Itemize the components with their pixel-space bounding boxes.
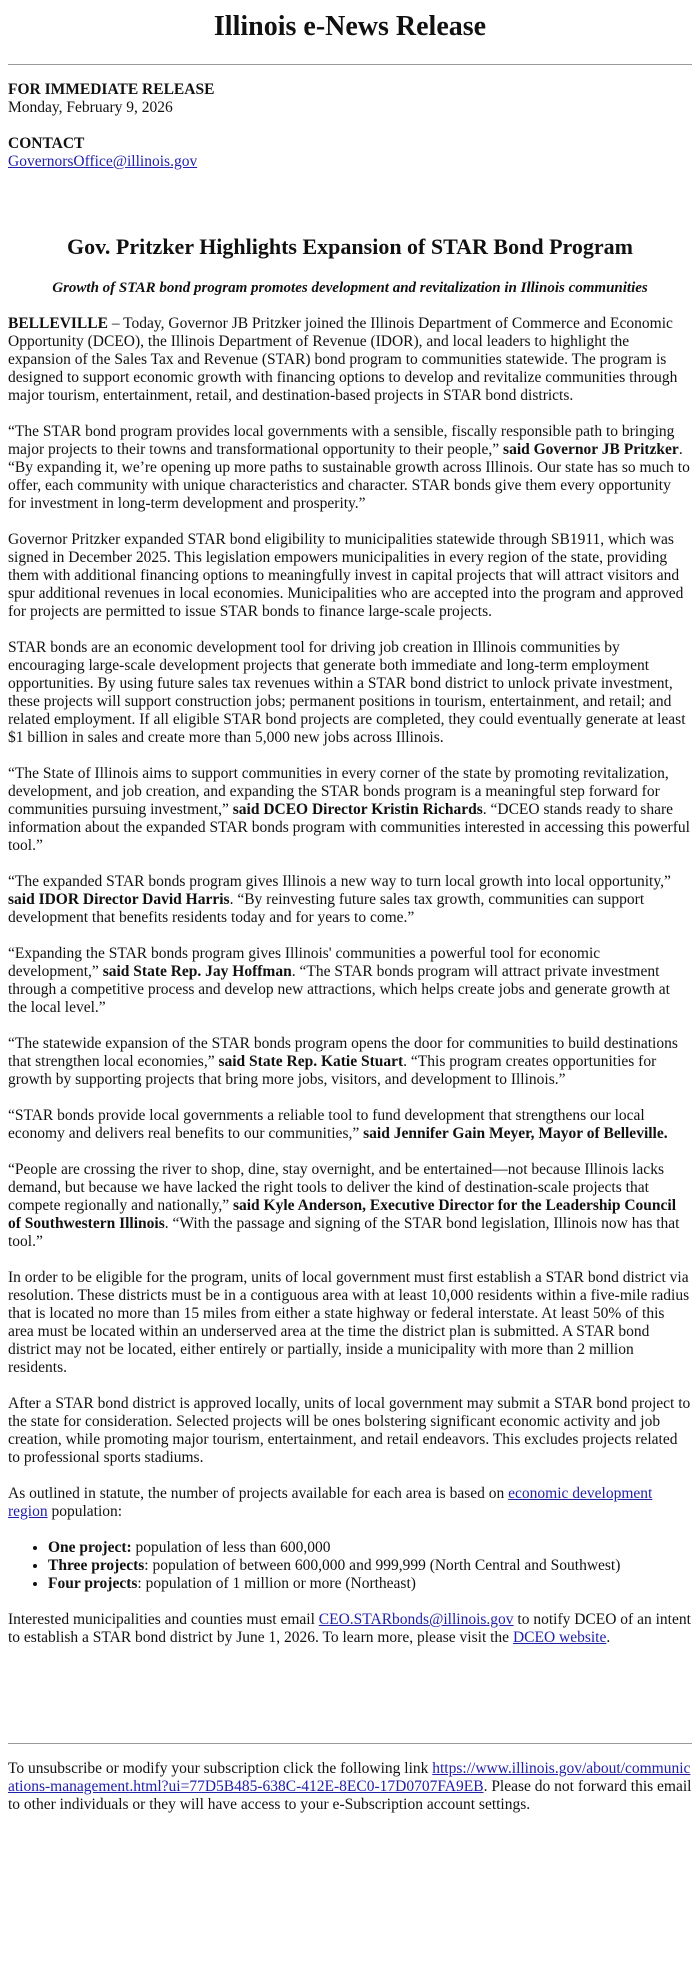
text-segment: “The State of Illinois aims to support communities in every corner of the state by promoting revitalization, development, and job creation, and expanding the STAR bonds program is a meaningful step forward for communities pursuing investment,” xyxy=(8,765,669,818)
footer-outro: . Please do not forward this email to other individuals or they will have access to your e-Subscription account settings. xyxy=(8,1778,692,1813)
article-paragraph xyxy=(8,945,692,1017)
release-date: Monday, February 9, 2026 xyxy=(8,99,173,116)
article-paragraph xyxy=(8,531,692,621)
bold-text: said Governor JB Pritzker xyxy=(503,441,679,458)
article-paragraph xyxy=(8,765,692,855)
bold-text: Four projects xyxy=(48,1575,138,1592)
bold-text: said Kyle Anderson, Executive Director for the Leadership Council of Southwestern Illinois xyxy=(8,1197,676,1232)
contact-block xyxy=(8,135,692,171)
contact-email-link[interactable]: GovernorsOffice@illinois.gov xyxy=(8,153,198,170)
text-segment: Interested municipalities and counties must email xyxy=(8,1611,319,1628)
text-segment: : population of between 600,000 and 999,999 (North Central and Southwest) xyxy=(144,1557,621,1574)
unsubscribe-link[interactable]: https://www.illinois.gov/about/communications-management.html?ui=77D5B485-638C-412E-8EC0-17D0707FA9EB xyxy=(8,1760,691,1795)
article-paragraph xyxy=(8,1395,692,1467)
release-block xyxy=(8,81,692,117)
article-subheadline: Growth of STAR bond program promotes development and revitalization in Illinois communities xyxy=(52,280,648,296)
footer-divider xyxy=(8,1743,692,1744)
text-segment: As outlined in statute, the number of projects available for each area is based on xyxy=(8,1485,509,1502)
text-segment: After a STAR bond district is approved locally, units of local government may submit a STAR bond project to the state for consideration. Selected projects will be ones bolstering significant economic activity and job creation, while promoting major tourism, entertainment, and retail endeavors. This excludes projects related to professional sports stadiums. xyxy=(8,1395,691,1466)
list-item xyxy=(48,1557,692,1575)
inline-link[interactable]: DCEO website xyxy=(512,1629,607,1646)
text-segment: . “By reinvesting future sales tax growth, communities can support development that benefits residents today and for years to come.” xyxy=(8,891,645,926)
article-paragraph xyxy=(8,1269,692,1377)
text-segment: : population of 1 million or more (Northeast) xyxy=(137,1575,416,1592)
inline-link[interactable]: CEO.STARbonds@illinois.gov xyxy=(318,1611,514,1628)
list-item xyxy=(48,1575,692,1593)
article-paragraph xyxy=(8,1035,692,1089)
bold-text: said IDOR Director David Harris xyxy=(8,891,230,908)
article-paragraph xyxy=(8,1107,692,1143)
text-segment: . “With the passage and signing of the STAR bond legislation, Illinois now has that tool.” xyxy=(8,1215,680,1250)
article-body xyxy=(8,315,692,1521)
article-headline: Gov. Pritzker Highlights Expansion of STAR Bond Program xyxy=(67,234,633,259)
article-paragraph xyxy=(8,1161,692,1251)
text-segment: “People are crossing the river to shop, dine, stay overnight, and be entertained—not because Illinois lacks demand, but because we have lacked the right tools to deliver the kind of destination-scale projects that compete regionally and nationally,” xyxy=(8,1161,664,1214)
text-segment: “The expanded STAR bonds program gives Illinois a new way to turn local growth into local opportunity,” xyxy=(8,873,671,890)
bold-text: said DCEO Director Kristin Richards xyxy=(232,801,483,818)
text-segment: “STAR bonds provide local governments a reliable tool to fund development that strengthens our local economy and delivers real benefits to our communities,” xyxy=(8,1107,645,1142)
text-segment: “The STAR bond program provides local governments with a sensible, fiscally responsible path to bringing major projects to their towns and transformational opportunity to their people,” xyxy=(8,423,675,458)
text-segment: . “This program creates opportunities for growth by supporting projects that bring more jobs, visitors, and development to Illinois.” xyxy=(8,1053,657,1088)
inline-link[interactable]: economic development region xyxy=(8,1485,653,1520)
article-paragraph xyxy=(8,315,692,405)
contact-label: CONTACT xyxy=(8,135,85,152)
text-segment: . “By expanding it, we’re opening up more paths to sustainable growth across Illinois. Our state has so much to offer, each community with unique characteristics and character. STAR bonds give them every opportunity for investment in long-term development and prosperity.” xyxy=(8,441,690,512)
text-segment: STAR bonds are an economic development tool for driving job creation in Illinois communities by encouraging large-scale development projects that generate both immediate and long-term employment opportunities. By using future sales tax revenues within a STAR bond district to unlock private investment, these projects will support construction jobs; permanent positions in tourism, entertainment, and retail; and related employment. If all eligible STAR bond projects are completed, they could eventually generate at least $1 billion in sales and create more than 5,000 new jobs across Illinois. xyxy=(8,639,686,746)
text-segment: to notify DCEO of an intent to establish a STAR bond district by June 1, 2026. To learn more, please visit the xyxy=(8,1611,691,1646)
text-segment: population: xyxy=(47,1503,123,1520)
page-title: Illinois e-News Release xyxy=(213,11,487,42)
list-item xyxy=(48,1539,692,1557)
header-divider xyxy=(8,64,692,65)
article-paragraph xyxy=(8,873,692,927)
footer-intro: To unsubscribe or modify your subscription click the following link xyxy=(8,1760,433,1777)
text-segment: . xyxy=(606,1629,611,1646)
text-segment: “The statewide expansion of the STAR bonds program opens the door for communities to build destinations that strengthen local economies,” xyxy=(8,1035,678,1070)
bold-text: BELLEVILLE xyxy=(8,315,108,332)
text-segment: In order to be eligible for the program, units of local government must first establish a STAR bond district via resolution. These districts must be in a contiguous area with at least 10,000 residents within a five-mile radius that is located no more than 15 miles from either a state highway or federal interstate. At least 50% of this area must be located within an underserved area at the time the district plan is submitted. A STAR bond district may not be located, either entirely or partially, inside a municipality with more than 2 million residents. xyxy=(8,1269,690,1376)
text-segment: population of less than 600,000 xyxy=(131,1539,331,1556)
text-segment: . “The STAR bonds program will attract private investment through a competitive process and develop new attractions, which helps create jobs and generate growth at the local level.” xyxy=(8,963,670,1016)
text-segment: . “DCEO stands ready to share information about the expanded STAR bonds program with communities interested in accessing this powerful tool.” xyxy=(8,801,690,854)
footer-unsubscribe xyxy=(8,1760,692,1814)
article-paragraph xyxy=(8,639,692,747)
text-segment: Governor Pritzker expanded STAR bond eligibility to municipalities statewide through SB1911, which was signed in December 2025. This legislation empowers municipalities in every region of the state, providing them with additional financing options to meaningfully invest in capital projects that will attract visitors and spur additional revenues in local economies. Municipalities who are accepted into the program and approved for projects are permitted to issue STAR bonds to finance large-scale projects. xyxy=(8,531,684,620)
release-label: FOR IMMEDIATE RELEASE xyxy=(8,81,215,98)
text-segment: – Today, Governor JB Pritzker joined the Illinois Department of Commerce and Economic Opportunity (DCEO), the Illinois Department of Revenue (IDOR), and local leaders to highlight the expansion of the Sales Tax and Revenue (STAR) bond program to communities statewide. The program is designed to support economic growth with financing options to develop and revitalize communities through major tourism, entertainment, retail, and destination-based projects in STAR bond districts. xyxy=(8,315,678,404)
article-closing xyxy=(8,1611,692,1647)
bold-text: Three projects xyxy=(48,1557,145,1574)
bold-text: said State Rep. Jay Hoffman xyxy=(102,963,292,980)
article-paragraph xyxy=(8,1485,692,1521)
article-paragraph xyxy=(8,1611,692,1647)
article-paragraph xyxy=(8,423,692,513)
project-list xyxy=(8,1539,692,1593)
bold-text: One project: xyxy=(48,1539,132,1556)
bold-text: said Jennifer Gain Meyer, Mayor of Belleville. xyxy=(363,1125,668,1142)
text-segment: “Expanding the STAR bonds program gives Illinois' communities a powerful tool for economic development,” xyxy=(8,945,601,980)
bold-text: said State Rep. Katie Stuart xyxy=(218,1053,404,1070)
